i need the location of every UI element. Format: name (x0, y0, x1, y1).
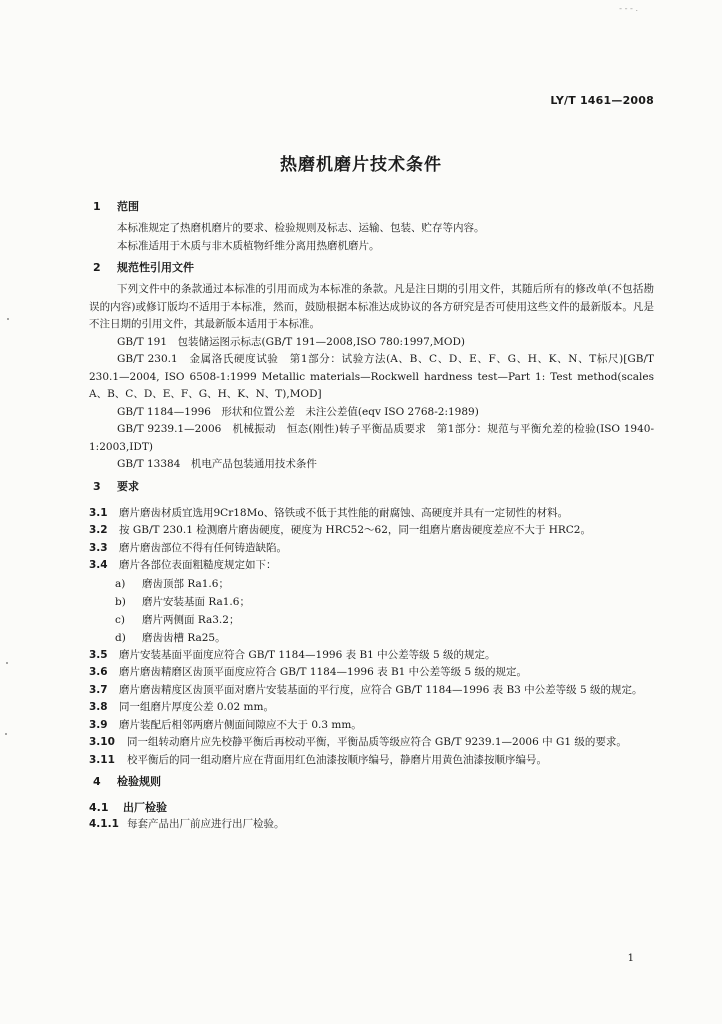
clause: 3.8 同一组磨片厚度公差 0.02 mm。 (89, 701, 274, 713)
document-title: 热磨机磨片技术条件 (280, 155, 442, 175)
reference-item: GB/T 13384 机电产品包装通用技术条件 (117, 458, 317, 470)
paragraph: 下列文件中的条款通过本标准的引用而成为本标准的条款。凡是注日期的引用文件，其随后所有的修改单(不包括勘误的内容)或修订版均不适用于本标准，然而，鼓励根据本标准达成协议的各方研究是否可使用这些文件的最新版本。凡是不注日期的引用文件，其最新版本适用于本标准。 (89, 283, 654, 330)
clause: 3.9 磨片装配后相邻两磨片侧面间隙应不大于 0.3 mm。 (89, 718, 362, 731)
paragraph: 本标准规定了热磨机磨片的要求、检验规则及标志、运输、包装、贮存等内容。 (117, 222, 485, 234)
clause: 3.1 磨片磨齿材质宜选用9Cr18Mo、铬铁或不低于其性能的耐腐蚀、高硬度并具有一定韧性的材料。 (89, 506, 569, 519)
list-item: d) 磨齿齿槽 Ra25。 (115, 631, 226, 644)
clause: 3.11 校平衡后的同一组动磨片应在背面用红色油漆按顺序编号，静磨片用黄色油漆按顺序编号。 (89, 753, 547, 766)
list-item: a) 磨齿顶部 Ra1.6； (115, 577, 229, 590)
reference-item: GB/T 191 包装储运图示标志(GB/T 191—2008,ISO 780:1997,MOD) (117, 335, 466, 348)
section-heading-1: 1 范围 (93, 200, 139, 213)
clause: 3.2 按 GB/T 230.1 检测磨片磨齿硬度，硬度为 HRC52～62，同一组磨片磨齿硬度差应不大于 HRC2。 (89, 524, 591, 536)
clause: 3.7 磨片磨齿精度区齿顶平面对磨片安装基面的平行度，应符合 GB/T 1184—1996 表 B3 中公差等级 5 级的规定。 (89, 683, 643, 696)
clause: 3.10 同一组转动磨片应先校静平衡后再校动平衡，平衡品质等级应符合 GB/T 9239.1—2006 中 G1 级的要求。 (89, 736, 627, 748)
clause: 3.6 磨片磨齿精磨区齿顶平面度应符合 GB/T 1184—1996 表 B1 中公差等级 5 级的规定。 (89, 666, 528, 678)
reference-item: GB/T 230.1 金属洛氏硬度试验 第1部分：试验方法(A、B、C、D、E、F、G、H、K、N、T标尺)[GB/T 230.1—2004, ISO 6508-1:1999 Metallic materials—Rockwell hardness test—Part 1: Test method(scales A、B、C、D、E、F、G、H、K、N、T),MOD] (89, 353, 654, 400)
section-heading-2: 2 规范性引用文件 (93, 261, 194, 274)
scan-speck (7, 318, 9, 320)
clause: 3.4 磨片各部位表面粗糙度规定如下： (89, 559, 277, 571)
clause: 3.5 磨片安装基面平面度应符合 GB/T 1184—1996 表 B1 中公差等级 5 级的规定。 (89, 648, 496, 661)
subsection-heading: 4.1 出厂检验 (89, 801, 167, 814)
list-item: c) 磨片两侧面 Ra3.2； (115, 613, 240, 626)
section-heading-3: 3 要求 (93, 479, 139, 493)
clause: 3.3 磨片磨齿部位不得有任何铸造缺陷。 (89, 541, 287, 554)
reference-item: GB/T 1184—1996 形状和位置公差 未注公差值(eqv ISO 2768-2:1989) (117, 405, 479, 418)
paragraph: 本标准适用于木质与非木质植物纤维分离用热磨机磨片。 (117, 239, 380, 252)
section-heading-4: 4 检验规则 (93, 775, 161, 788)
scan-speck (6, 662, 8, 664)
document-body (89, 200, 654, 834)
scan-mark: - - - . (619, 4, 638, 13)
reference-item: GB/T 9239.1—2006 机械振动 恒态(刚性)转子平衡品质要求 第1部分：规范与平衡允差的检验(ISO 1940-1:2003,IDT) (89, 423, 654, 453)
clause: 4.1.1 每套产品出厂前应进行出厂检验。 (89, 818, 285, 830)
scan-speck (5, 733, 7, 735)
list-item: b) 磨片安装基面 Ra1.6； (115, 595, 250, 608)
page-number: 1 (627, 953, 634, 964)
standard-number: LY/T 1461—2008 (550, 94, 654, 107)
